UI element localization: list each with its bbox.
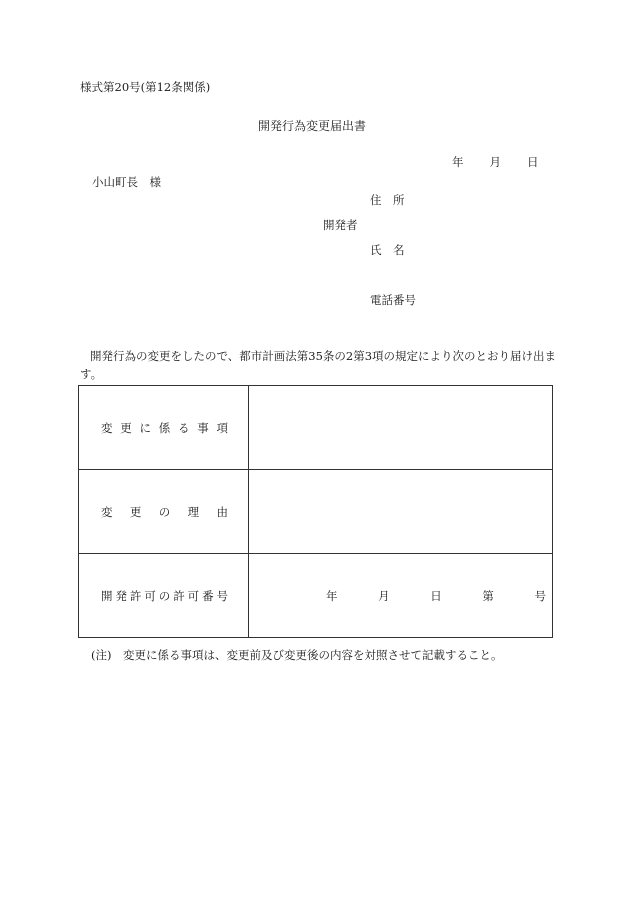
label-char: 番 (202, 588, 214, 603)
change-details-table (78, 385, 553, 638)
label-char: 可 (187, 588, 200, 603)
table-row (79, 554, 553, 638)
label-chars (79, 504, 248, 520)
row-label-change-items (79, 386, 249, 470)
label-char: 発 (115, 588, 127, 603)
label-char: の (158, 504, 171, 519)
date-day-label: 日 (527, 155, 539, 169)
form-number: 様式第20号(第12条関係) (80, 80, 211, 94)
label-char: 許 (173, 588, 185, 603)
label-char: 号 (216, 588, 228, 603)
label-char: 更 (129, 504, 142, 519)
change-items-field[interactable] (249, 386, 553, 470)
label-char: 変 (101, 420, 113, 435)
table-row (79, 386, 553, 470)
row-label-change-reason (79, 470, 249, 554)
permit-go-label: 号 (534, 588, 546, 603)
developer-label: 開発者 (323, 218, 358, 232)
label-char: 由 (216, 504, 228, 519)
name-label: 氏 名 (370, 243, 405, 257)
label-char: 更 (120, 420, 132, 435)
label-chars (79, 420, 248, 436)
label-chars (79, 588, 248, 604)
permit-day-label: 日 (430, 588, 442, 603)
permit-year-label: 年 (326, 588, 338, 603)
recipient: 小山町長 様 (92, 175, 161, 189)
footnote: (注) 変更に係る事項は、変更前及び変更後の内容を対照させて記載すること。 (91, 648, 503, 662)
document-title: 開発行為変更届出書 (258, 119, 367, 133)
label-char: の (158, 588, 171, 603)
permit-dai-label: 第 (482, 588, 494, 603)
label-char: る (178, 420, 190, 435)
row-label-permit-number (79, 554, 249, 638)
date-year-label: 年 (452, 155, 464, 169)
label-char: 係 (158, 420, 171, 435)
label-char: 理 (187, 504, 200, 519)
date-line (452, 157, 539, 169)
label-char: 可 (144, 588, 156, 603)
label-char: 許 (129, 588, 142, 603)
label-char: に (139, 420, 151, 435)
label-char: 事 (197, 420, 209, 435)
body-text: 開発行為の変更をしたので、都市計画法第35条の2第3項の規定により次のとおり届け出ます。 (80, 349, 557, 381)
table-row (79, 470, 553, 554)
permit-month-label: 月 (378, 588, 390, 603)
phone-label: 電話番号 (370, 293, 416, 307)
label-char: 開 (101, 588, 113, 603)
change-reason-field[interactable] (249, 470, 553, 554)
label-char: 項 (216, 420, 228, 435)
label-char: 変 (101, 504, 113, 519)
date-month-label: 月 (489, 155, 501, 169)
permit-date-number (249, 588, 552, 604)
address-label: 住 所 (370, 193, 405, 207)
permit-number-field[interactable] (249, 554, 553, 638)
